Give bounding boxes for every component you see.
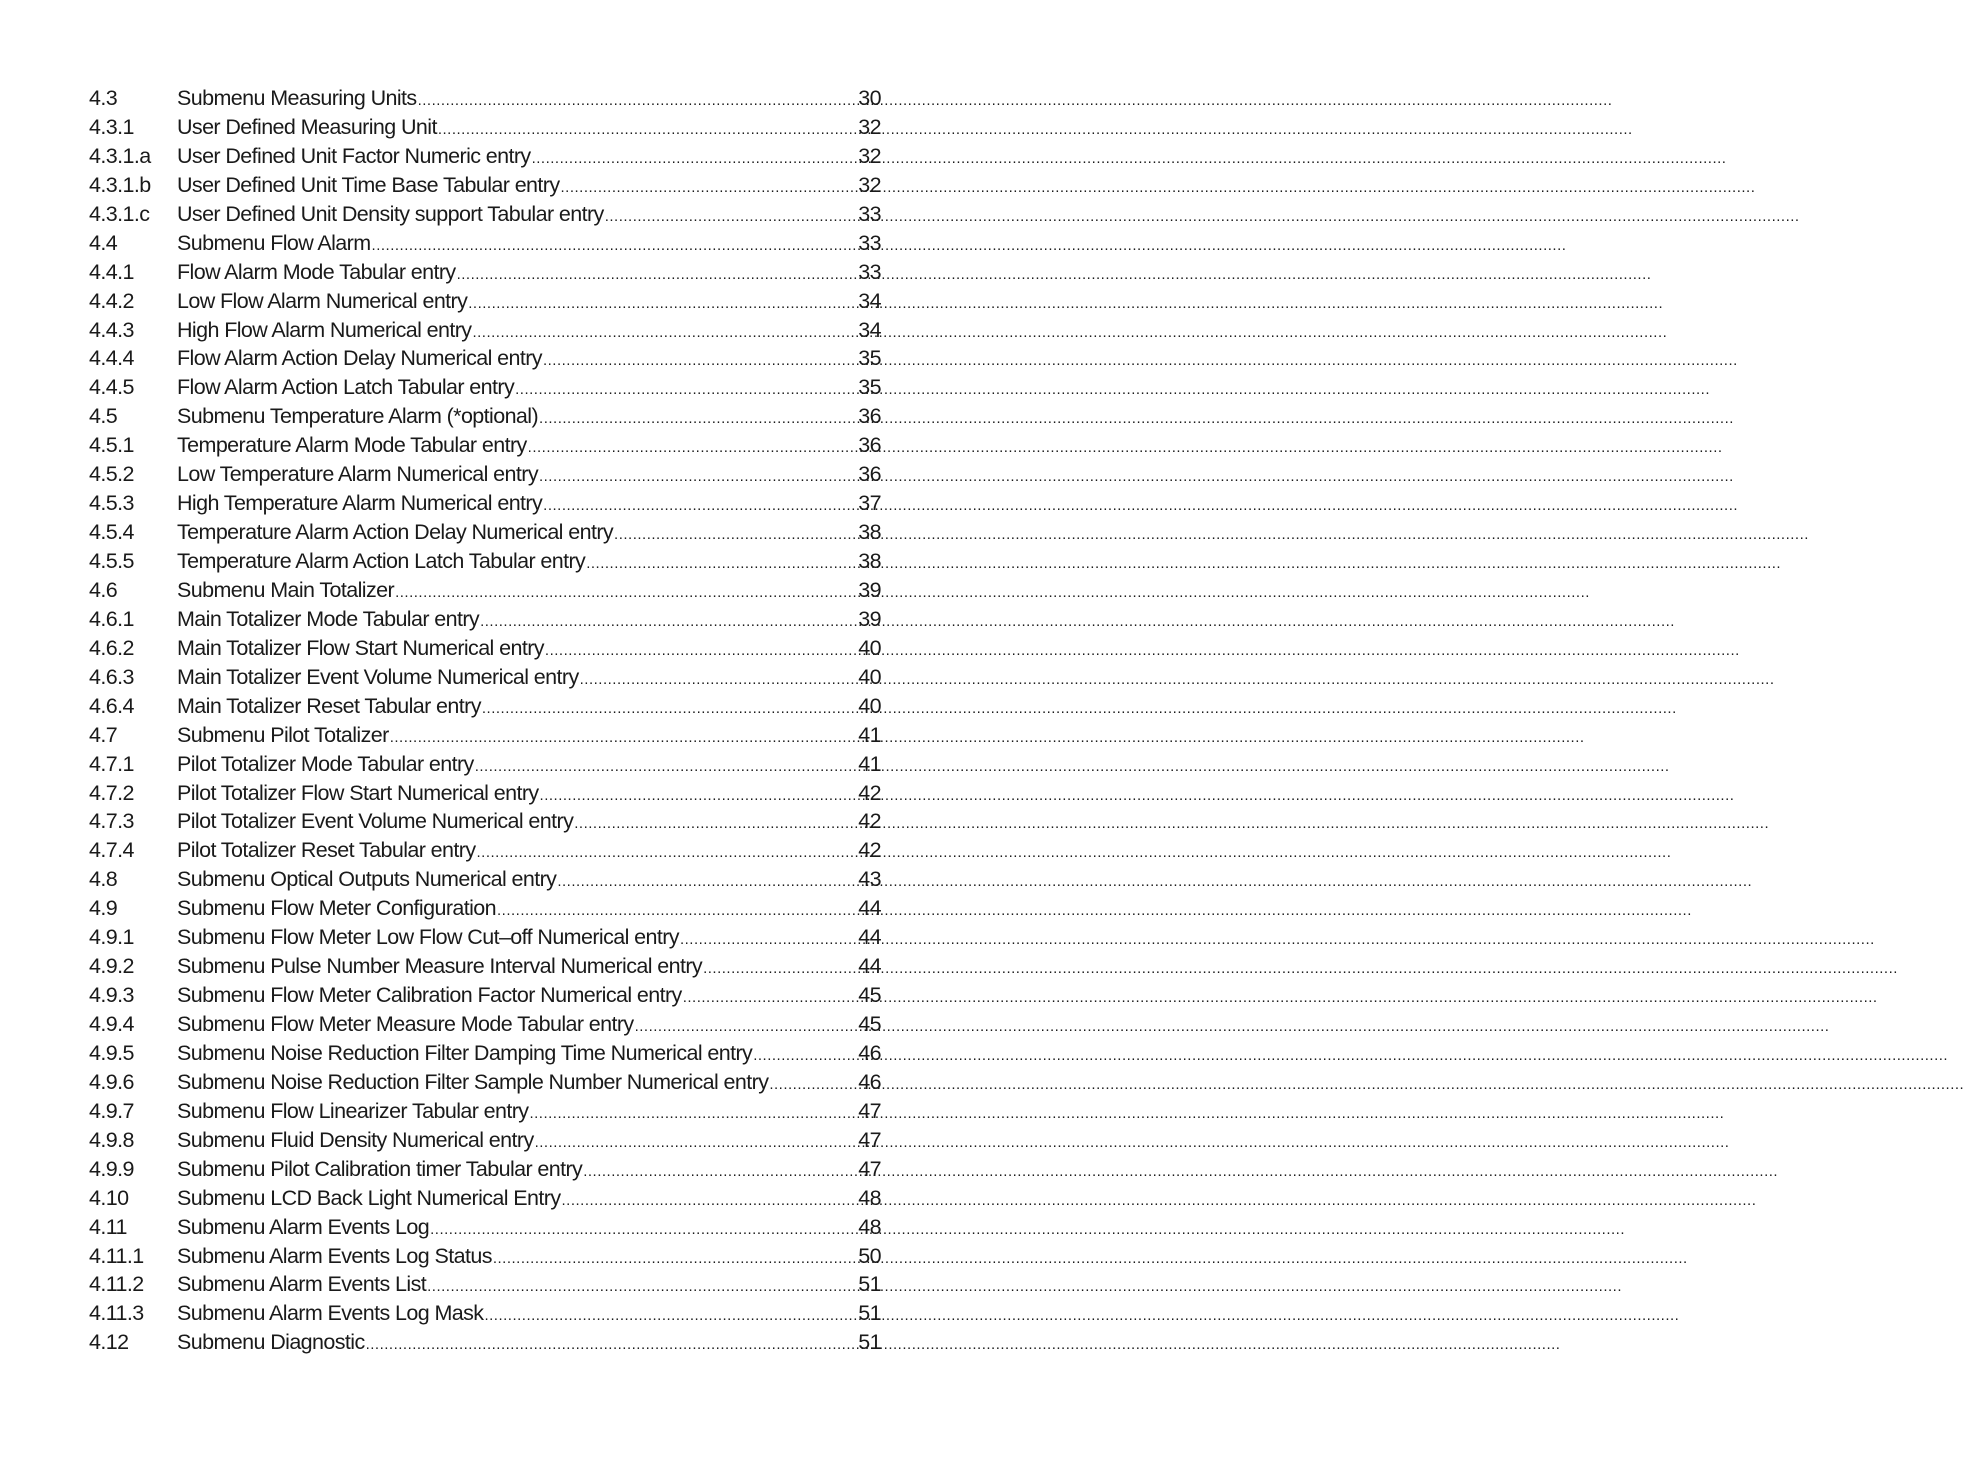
toc-entry[interactable] (89, 1299, 881, 1328)
toc-entry-page-number: 33 (858, 259, 881, 284)
toc-entry-number: 4.4.5 (89, 375, 134, 400)
toc-entry-number: 4.5.4 (89, 520, 134, 545)
toc-dot-leader (482, 695, 857, 724)
toc-entry-title: Pilot Totalizer Event Volume Numerical entry (177, 809, 574, 834)
toc-dot-leader (390, 724, 858, 753)
toc-entry[interactable] (89, 547, 881, 576)
toc-dot-leader (543, 347, 857, 376)
toc-entry-number: 4.7.1 (89, 751, 134, 776)
toc-entry-number: 4.9.2 (89, 954, 134, 979)
toc-dot-leader (497, 897, 857, 926)
toc-entry-title: Main Totalizer Event Volume Numerical entry (177, 664, 579, 689)
toc-dot-leader (753, 1042, 857, 1071)
toc-entry-title: Submenu Flow Linearizer Tabular entry (177, 1098, 529, 1123)
toc-entry[interactable] (89, 836, 881, 865)
toc-entry-number: 4.6 (89, 577, 118, 602)
toc-entry-page-number: 42 (858, 780, 881, 805)
toc-entry[interactable] (89, 402, 881, 431)
toc-entry-title: Submenu Noise Reduction Filter Sample Number Numerical entry (177, 1069, 769, 1094)
toc-entry-title: High Flow Alarm Numerical entry (177, 317, 472, 342)
toc-entry-title: Low Temperature Alarm Numerical entry (177, 462, 538, 487)
toc-entry-page-number: 37 (858, 491, 881, 516)
toc-dot-leader (515, 376, 857, 405)
toc-dot-leader (472, 319, 857, 348)
toc-dot-leader (703, 955, 857, 984)
toc-dot-leader (683, 984, 858, 1013)
toc-dot-leader (493, 1245, 857, 1274)
toc-entry-title: Submenu Noise Reduction Filter Damping Time Numerical entry (177, 1040, 753, 1065)
toc-entry-page-number: 41 (858, 751, 881, 776)
toc-entry[interactable] (89, 865, 881, 894)
toc-entry-number: 4.9.3 (89, 983, 134, 1008)
toc-dot-leader (580, 666, 858, 695)
toc-entry[interactable] (89, 634, 881, 663)
toc-entry-title: Submenu Flow Meter Measure Mode Tabular entry (177, 1012, 634, 1036)
toc-entry-title: Submenu Flow Meter Calibration Factor Numerical entry (177, 983, 682, 1008)
toc-dot-leader (635, 1013, 858, 1042)
toc-entry-title: Submenu Diagnostic (177, 1330, 365, 1355)
toc-entry-title: User Defined Unit Time Base Tabular entry (177, 172, 560, 197)
toc-entry[interactable] (89, 981, 881, 1010)
toc-entry[interactable] (89, 1328, 881, 1357)
toc-entry[interactable] (89, 663, 881, 692)
toc-entry-page-number: 34 (858, 288, 881, 313)
toc-entry-number: 4.12 (89, 1330, 129, 1355)
toc-entry[interactable] (89, 84, 881, 113)
toc-entry[interactable] (89, 344, 881, 373)
toc-dot-leader (427, 1273, 857, 1302)
toc-entry-number: 4.9.4 (89, 1012, 134, 1036)
toc-entry-page-number: 46 (858, 1040, 881, 1065)
toc-entry-number: 4.6.2 (89, 635, 134, 660)
toc-entry-title: Main Totalizer Reset Tabular entry (177, 693, 481, 718)
toc-entry-title: Submenu Main Totalizer (177, 577, 395, 602)
toc-entry[interactable] (89, 229, 881, 258)
toc-entry-title: Submenu Flow Alarm (177, 230, 371, 255)
toc-entry-page-number: 33 (858, 230, 881, 255)
toc-entry[interactable] (89, 1270, 881, 1299)
toc-entry-number: 4.7.3 (89, 809, 134, 834)
toc-entry-number: 4.4.2 (89, 288, 134, 313)
toc-entry-title: Flow Alarm Action Delay Numerical entry (177, 346, 542, 371)
toc-entry-title: User Defined Unit Factor Numeric entry (177, 143, 531, 168)
toc-entry[interactable] (89, 779, 881, 808)
toc-entry-number: 4.5.1 (89, 433, 134, 458)
toc-entry-title: Flow Alarm Mode Tabular entry (177, 259, 456, 284)
toc-dot-leader (545, 637, 857, 666)
toc-entry[interactable] (89, 373, 881, 402)
toc-entry-page-number: 38 (858, 549, 881, 573)
toc-entry-title: Submenu Alarm Events Log Status (177, 1243, 492, 1268)
toc-entry-page-number: 48 (858, 1185, 881, 1210)
toc-entry-number: 4.9.6 (89, 1069, 134, 1094)
toc-dot-leader (769, 1071, 857, 1100)
toc-entry-page-number: 35 (858, 375, 881, 400)
toc-dot-leader (539, 405, 857, 434)
toc-entry-title: Pilot Totalizer Reset Tabular entry (177, 838, 476, 863)
toc-entry-number: 4.4 (89, 230, 118, 255)
toc-entry-number: 4.5 (89, 404, 118, 429)
toc-entry-page-number: 32 (858, 172, 881, 197)
table-of-contents (89, 84, 881, 1357)
toc-entry-title: Main Totalizer Flow Start Numerical entry (177, 635, 544, 660)
toc-entry-page-number: 38 (858, 520, 881, 545)
toc-entry-title: Submenu Optical Outputs Numerical entry (177, 867, 557, 892)
toc-entry[interactable] (89, 807, 881, 836)
toc-entry-title: User Defined Unit Density support Tabular entry (177, 201, 604, 226)
toc-entry[interactable] (89, 113, 881, 142)
toc-dot-leader (476, 839, 857, 868)
toc-entry[interactable] (89, 1213, 881, 1242)
toc-entry[interactable] (89, 258, 881, 287)
toc-entry-number: 4.11 (89, 1214, 127, 1239)
toc-dot-leader (557, 868, 857, 897)
toc-entry[interactable] (89, 142, 881, 171)
toc-entry-title: High Temperature Alarm Numerical entry (177, 491, 543, 516)
toc-entry-page-number: 47 (858, 1098, 881, 1123)
toc-dot-leader (468, 290, 857, 319)
toc-entry-title: Pilot Totalizer Flow Start Numerical entry (177, 780, 539, 805)
toc-entry-number: 4.9.5 (89, 1040, 134, 1065)
toc-entry-title: User Defined Measuring Unit (177, 114, 437, 139)
toc-entry[interactable] (89, 1010, 881, 1039)
toc-entry-page-number: 48 (858, 1214, 881, 1239)
toc-entry-title: Main Totalizer Mode Tabular entry (177, 606, 480, 631)
toc-entry-title: Submenu Fluid Density Numerical entry (177, 1127, 534, 1152)
toc-entry-number: 4.6.4 (89, 693, 134, 718)
toc-entry-title: Pilot Totalizer Mode Tabular entry (177, 751, 474, 776)
toc-entry-number: 4.3.1.b (89, 172, 151, 197)
toc-entry-page-number: 51 (858, 1330, 881, 1355)
toc-dot-leader (532, 145, 858, 174)
toc-entry[interactable] (89, 952, 881, 981)
toc-entry-number: 4.9.7 (89, 1098, 134, 1123)
toc-dot-leader (574, 810, 857, 839)
toc-entry-title: Submenu Pulse Number Measure Interval Numerical entry (177, 954, 703, 979)
toc-dot-leader (366, 1331, 858, 1360)
toc-entry[interactable] (89, 489, 881, 518)
toc-dot-leader (540, 782, 858, 811)
toc-entry-page-number: 36 (858, 433, 881, 458)
toc-entry[interactable] (89, 894, 881, 923)
toc-entry-page-number: 46 (858, 1069, 881, 1094)
toc-entry[interactable] (89, 576, 881, 605)
toc-dot-leader (539, 463, 857, 492)
toc-dot-leader (583, 1158, 857, 1187)
toc-entry-page-number: 35 (858, 346, 881, 371)
toc-entry-title: Submenu Alarm Events Log (177, 1214, 430, 1239)
toc-entry[interactable] (89, 692, 881, 721)
toc-entry-page-number: 36 (858, 404, 881, 429)
toc-entry[interactable] (89, 1097, 881, 1126)
toc-dot-leader (480, 608, 857, 637)
toc-entry-title: Temperature Alarm Mode Tabular entry (177, 433, 527, 458)
toc-entry[interactable] (89, 316, 881, 345)
toc-entry[interactable] (89, 1126, 881, 1155)
toc-entry-page-number: 40 (858, 693, 881, 718)
toc-entry-title: Submenu Alarm Events List (177, 1272, 427, 1297)
toc-entry[interactable] (89, 923, 881, 952)
toc-entry-page-number: 47 (858, 1156, 881, 1181)
toc-dot-leader (457, 261, 858, 290)
toc-entry[interactable] (89, 518, 881, 547)
toc-entry-number: 4.9 (89, 896, 118, 921)
toc-entry-page-number: 36 (858, 462, 881, 487)
toc-entry-number: 4.9.8 (89, 1127, 134, 1152)
toc-entry-page-number: 42 (858, 809, 881, 834)
toc-dot-leader (484, 1302, 857, 1331)
toc-entry-page-number: 44 (858, 954, 881, 979)
toc-entry-number: 4.6.3 (89, 664, 134, 689)
toc-entry-number: 4.11.1 (89, 1243, 144, 1268)
toc-entry-page-number: 32 (858, 143, 881, 168)
toc-entry-page-number: 40 (858, 635, 881, 660)
toc-entry-number: 4.7 (89, 722, 118, 747)
toc-entry-title: Temperature Alarm Action Delay Numerical entry (177, 520, 614, 545)
toc-entry-number: 4.7.4 (89, 838, 134, 863)
toc-entry-page-number: 39 (858, 577, 881, 602)
toc-entry-title: Submenu Pilot Calibration timer Tabular entry (177, 1156, 583, 1181)
toc-dot-leader (586, 550, 857, 579)
toc-entry-page-number: 33 (858, 201, 881, 226)
toc-entry-page-number: 32 (858, 114, 881, 139)
toc-dot-leader (528, 434, 858, 463)
toc-dot-leader (418, 87, 858, 116)
toc-entry-title: Low Flow Alarm Numerical entry (177, 288, 468, 313)
toc-entry[interactable] (89, 431, 881, 460)
toc-entry-number: 4.3.1.a (89, 143, 151, 168)
toc-entry-number: 4.9.1 (89, 925, 134, 950)
toc-entry-number: 4.9.9 (89, 1156, 134, 1181)
toc-entry-title: Submenu Temperature Alarm (*optional) (177, 404, 539, 429)
toc-entry-number: 4.5.5 (89, 549, 134, 573)
toc-entry-number: 4.11.2 (89, 1272, 144, 1297)
toc-dot-leader (605, 203, 858, 232)
toc-entry[interactable] (89, 721, 881, 750)
toc-entry-page-number: 39 (858, 606, 881, 631)
toc-entry-number: 4.4.4 (89, 346, 134, 371)
toc-entry-page-number: 45 (858, 983, 881, 1008)
toc-dot-leader (438, 116, 857, 145)
toc-entry[interactable] (89, 171, 881, 200)
toc-entry-page-number: 41 (858, 722, 881, 747)
toc-entry-page-number: 45 (858, 1012, 881, 1036)
toc-entry[interactable] (89, 1155, 881, 1184)
toc-entry-number: 4.3 (89, 86, 118, 110)
toc-entry[interactable] (89, 1068, 881, 1097)
toc-entry-title: Submenu Flow Meter Low Flow Cut–off Numerical entry (177, 925, 679, 950)
toc-entry-number: 4.5.3 (89, 491, 134, 516)
toc-entry-title: Submenu LCD Back Light Numerical Entry (177, 1185, 561, 1210)
toc-entry-number: 4.10 (89, 1185, 129, 1210)
toc-entry-page-number: 30 (858, 86, 881, 110)
toc-dot-leader (529, 1100, 857, 1129)
toc-entry[interactable] (89, 200, 881, 229)
toc-entry-title: Submenu Alarm Events Log Mask (177, 1301, 484, 1326)
toc-entry-number: 4.11.3 (89, 1301, 144, 1326)
toc-entry-page-number: 44 (858, 896, 881, 921)
toc-entry-title: Submenu Measuring Units (177, 86, 417, 110)
toc-entry-page-number: 42 (858, 838, 881, 863)
toc-entry[interactable] (89, 460, 881, 489)
toc-entry[interactable] (89, 1039, 881, 1068)
toc-dot-leader (372, 232, 858, 261)
toc-entry-page-number: 51 (858, 1272, 881, 1297)
toc-entry-title: Flow Alarm Action Latch Tabular entry (177, 375, 515, 400)
toc-entry-number: 4.3.1 (89, 114, 134, 139)
toc-dot-leader (475, 753, 858, 782)
toc-dot-leader (430, 1216, 857, 1245)
toc-entry-number: 4.7.2 (89, 780, 134, 805)
toc-entry[interactable] (89, 1184, 881, 1213)
toc-entry-page-number: 44 (858, 925, 881, 950)
toc-entry-title: Temperature Alarm Action Latch Tabular entry (177, 549, 586, 573)
toc-entry-number: 4.4.1 (89, 259, 134, 284)
toc-entry-page-number: 47 (858, 1127, 881, 1152)
toc-dot-leader (395, 579, 857, 608)
toc-dot-leader (614, 521, 857, 550)
toc-entry-number: 4.8 (89, 867, 118, 892)
toc-entry[interactable] (89, 605, 881, 634)
toc-entry-page-number: 34 (858, 317, 881, 342)
toc-entry-page-number: 40 (858, 664, 881, 689)
toc-dot-leader (561, 174, 858, 203)
toc-dot-leader (543, 492, 857, 521)
toc-dot-leader (680, 926, 857, 955)
toc-dot-leader (535, 1129, 858, 1158)
toc-entry-number: 4.5.2 (89, 462, 134, 487)
toc-entry[interactable] (89, 1242, 881, 1271)
toc-entry-page-number: 51 (858, 1301, 881, 1326)
toc-entry-page-number: 50 (858, 1243, 881, 1268)
toc-dot-leader (562, 1187, 858, 1216)
toc-entry-title: Submenu Pilot Totalizer (177, 722, 389, 747)
toc-entry-number: 4.3.1.c (89, 201, 150, 226)
toc-entry[interactable] (89, 750, 881, 779)
toc-entry[interactable] (89, 287, 881, 316)
toc-entry-page-number: 43 (858, 867, 881, 892)
toc-entry-number: 4.4.3 (89, 317, 134, 342)
toc-entry-number: 4.6.1 (89, 606, 134, 631)
toc-entry-title: Submenu Flow Meter Configuration (177, 896, 496, 921)
